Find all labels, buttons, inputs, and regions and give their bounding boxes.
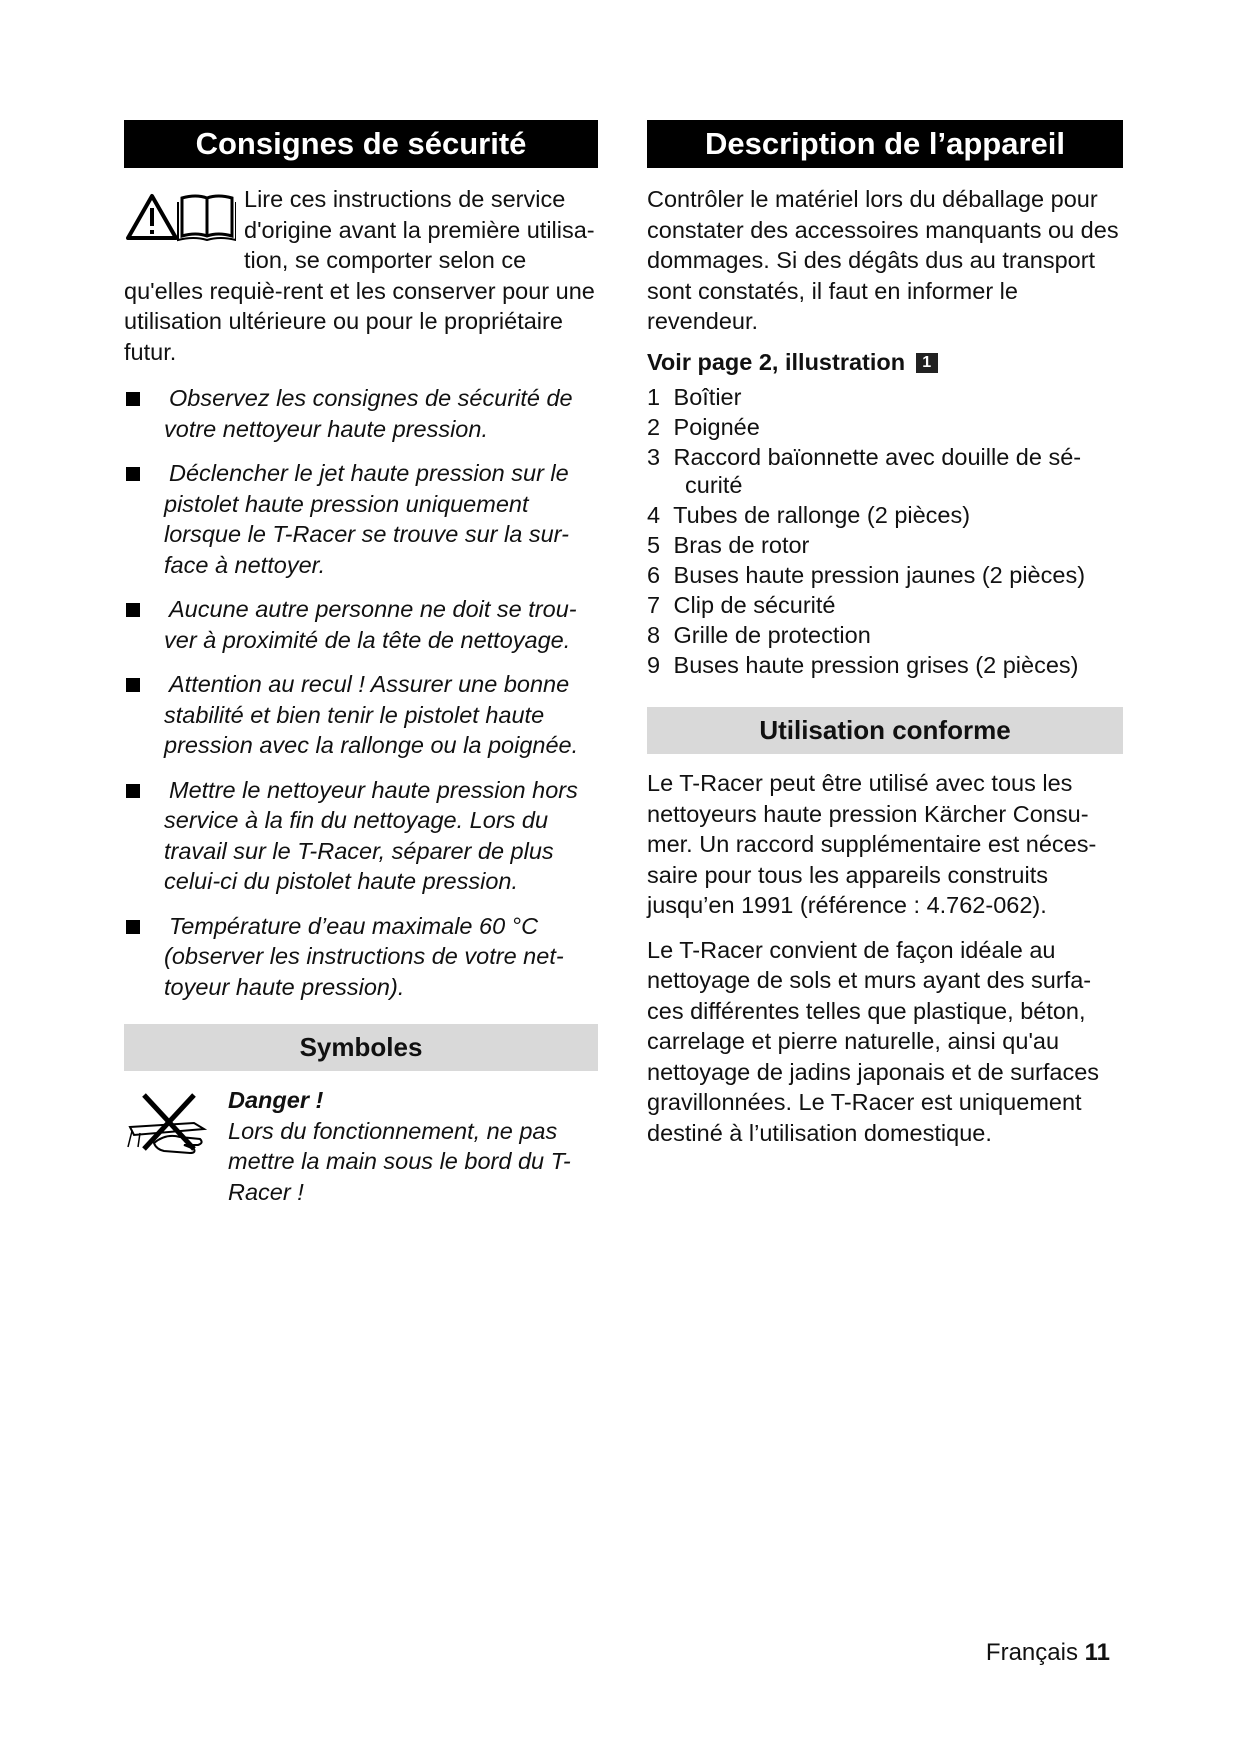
left-column (124, 120, 598, 1207)
see-page-label: Voir page 2, illustration (647, 348, 906, 375)
list-item: 9 Buses haute pression grises (2 pièces) (647, 652, 1079, 678)
symbols-heading: Symboles (124, 1024, 598, 1071)
see-page-reference (647, 347, 1123, 378)
safety-intro (124, 184, 598, 367)
footer-language: Français (985, 1639, 1078, 1666)
danger-title: Danger ! (228, 1087, 324, 1113)
list-item: Déclencher le jet haute pression sur le pistolet haute pression uniquement lorsque le T-Racer se trouve sur la sur-face à nettoyer. (124, 458, 598, 580)
list-item: 6 Buses haute pression jaunes (2 pièces) (647, 562, 1086, 588)
bullet-square-icon (126, 678, 140, 692)
right-column (647, 120, 1123, 1148)
list-item: Aucune autre personne ne doit se trou-ver à proximité de la tête de nettoyage. (124, 594, 598, 655)
safety-bullet-list (124, 383, 598, 1002)
danger-note (124, 1085, 598, 1207)
list-item: 4 Tubes de rallonge (2 pièces) (647, 502, 971, 528)
warning-manual-icon (124, 188, 236, 246)
safety-heading: Consignes de sécurité (124, 120, 598, 168)
description-text: Contrôler le matériel lors du déballage pour constater des accessoires manquants ou des dommages. Si des dégâts dus au transport sont constatés, il faut en informer le revendeur. (647, 186, 1119, 334)
bullet-square-icon (126, 467, 140, 481)
list-item: 7 Clip de sécurité (647, 592, 836, 618)
hand-danger-icon (124, 1087, 214, 1159)
list-item: Température d’eau maximale 60 °C (observer les instructions de votre net-toyeur haute pression). (124, 911, 598, 1003)
list-item: Mettre le nettoyeur haute pression hors service à la fin du nettoyage. Lors du travail sur le T-Racer, séparer de plus celui-ci du pistolet haute pression. (124, 775, 598, 897)
parts-list (647, 383, 1123, 679)
bullet-square-icon (126, 603, 140, 617)
illustration-badge: 1 (916, 353, 938, 373)
safety-intro-text: Lire ces instructions de service d'origine avant la première utilisa-tion, se comporter selon ce qu'elles requiè-rent et les conserver pour une utilisation ultérieure ou pour le propriétaire futur. (124, 186, 595, 365)
list-item: 2 Poignée (647, 414, 760, 440)
list-item: 8 Grille de protection (647, 622, 871, 648)
symbols-section (124, 1024, 598, 1207)
bullet-square-icon (126, 392, 140, 406)
page-footer (960, 1638, 1110, 1668)
list-item: Observez les consignes de sécurité de votre nettoyeur haute pression. (124, 383, 598, 444)
page-number: 11 (1084, 1639, 1110, 1666)
bullet-square-icon (126, 784, 140, 798)
danger-text: Lors du fonctionnement, ne pas mettre la main sous le bord du T-Racer ! (228, 1117, 571, 1205)
list-item: 3 Raccord baïonnette avec douille de sé-curité (647, 444, 1082, 498)
bullet-square-icon (126, 920, 140, 934)
list-item: 1 Boîtier (647, 384, 742, 410)
usage-section (647, 707, 1123, 1148)
usage-paragraph-1: Le T-Racer peut être utilisé avec tous les nettoyeurs haute pression Kärcher Consu-mer. Un raccord supplémentaire est néces-saire pour tous les appareils construits jusqu’en 1991 (référence : 4.762-062). (647, 770, 1097, 918)
list-item: 5 Bras de rotor (647, 532, 810, 558)
list-item: Attention au recul ! Assurer une bonne stabilité et bien tenir le pistolet haute pression avec la rallonge ou la poignée. (124, 669, 598, 761)
usage-paragraph-2: Le T-Racer convient de façon idéale au nettoyage de sols et murs ayant des surfa-ces différentes telles que plastique, béton, carrelage et pierre naturelle, ainsi qu'au nettoyage de jadins japonais et de surfaces gravillonnées. Le T-Racer est uniquement destiné à l’utilisation domestique. (647, 936, 1100, 1146)
description-heading: Description de l’appareil (647, 120, 1123, 168)
usage-heading: Utilisation conforme (647, 707, 1123, 754)
